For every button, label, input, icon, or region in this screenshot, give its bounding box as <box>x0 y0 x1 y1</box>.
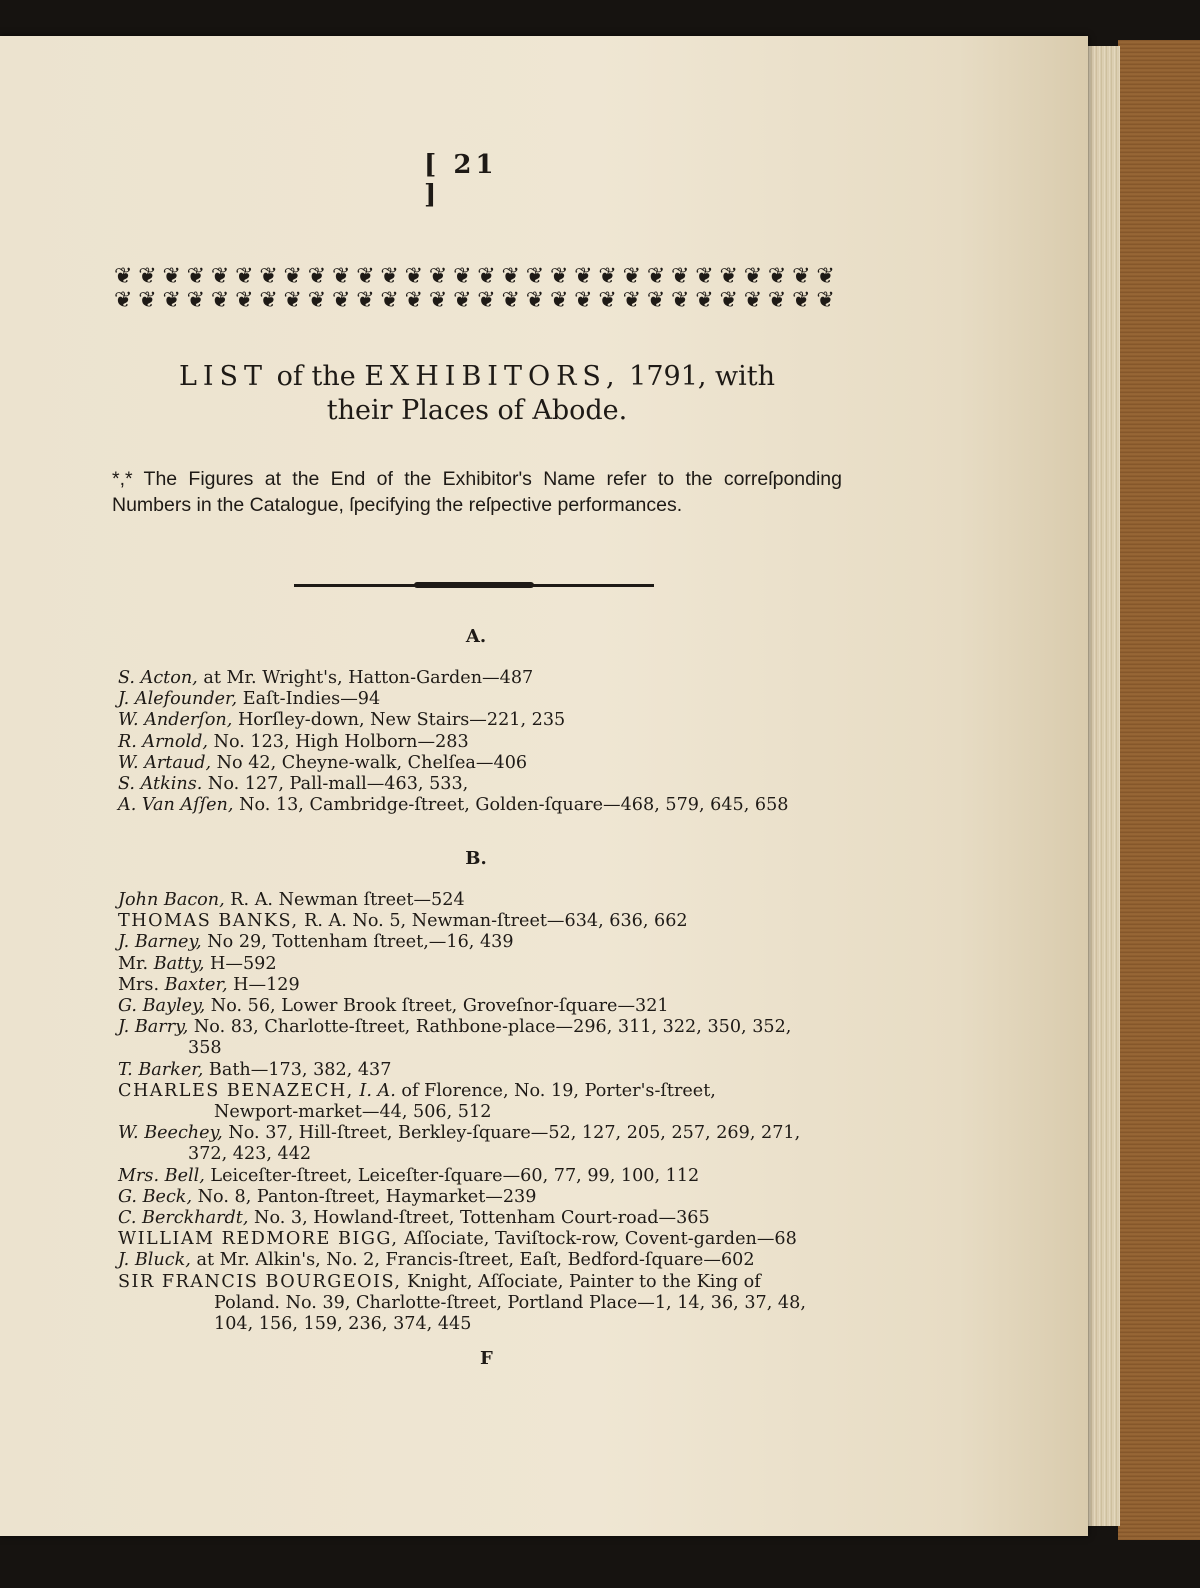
ornament-glyph: ❦ <box>235 288 253 313</box>
exhibitor-name: G. Beck, <box>118 1186 193 1207</box>
exhibitor-qualifier: I. A. <box>359 1080 396 1101</box>
exhibitor-name: SIR FRANCIS BOURGEOIS, <box>118 1271 402 1292</box>
exhibitor-details: Knight, Aſſociate, Painter to the King of <box>407 1271 761 1292</box>
title-word-year: 1791, with <box>629 361 776 392</box>
list-item <box>118 954 848 975</box>
section-heading-b: B. <box>465 848 487 869</box>
ornament-glyph: ❦ <box>210 288 229 313</box>
exhibitor-name: W. Beechey, <box>118 1123 223 1144</box>
list-item <box>118 1250 848 1271</box>
list-item <box>118 911 848 932</box>
ornament-glyph: ❦ <box>162 264 180 289</box>
ornament-glyph: ❦ <box>259 288 277 313</box>
ornament-glyph: ❦ <box>501 288 519 313</box>
exhibitor-name: J. Alefounder, <box>118 689 238 710</box>
ornament-glyph: ❦ <box>380 288 398 313</box>
exhibitor-details-continued: Poland. No. 39, Charlotte-ſtreet, Portland Place—1, 14, 36, 37, 48, <box>214 1292 806 1313</box>
exhibitor-details: Aſſociate, Taviſtock-row, Covent-garden—68 <box>404 1229 797 1250</box>
ornament-glyph: ❦ <box>598 288 616 313</box>
ornament-glyph: ❦ <box>259 264 277 289</box>
ornament-glyph: ❦ <box>404 264 423 289</box>
ornament-glyph: ❦ <box>574 264 592 289</box>
ornament-glyph: ❦ <box>719 288 737 313</box>
list-item <box>118 1166 848 1187</box>
ornament-glyph: ❦ <box>622 288 641 313</box>
decorative-rule <box>294 584 654 587</box>
exhibitor-details: No. 56, Lower Brook ſtreet, Groveſnor-ſquare—321 <box>210 996 669 1017</box>
exhibitor-details: No. 83, Charlotte-ſtreet, Rathbone-place—296, 311, 322, 350, 352, <box>193 1017 792 1038</box>
exhibitor-name: J. Barney, <box>118 932 202 953</box>
exhibitor-details: No 42, Cheyne-walk, Chelſea—406 <box>216 752 528 773</box>
list-item <box>118 996 848 1017</box>
ornament-glyph: ❦ <box>428 288 447 313</box>
exhibitor-name: THOMAS BANKS, <box>118 911 299 932</box>
exhibitor-name: A. Van Aſſen, <box>118 795 234 816</box>
exhibitor-details: Eaſt-Indies—94 <box>242 689 381 710</box>
ornament-glyph: ❦ <box>598 264 616 289</box>
exhibitor-name: W. Anderſon, <box>118 710 233 731</box>
ornament-glyph: ❦ <box>114 288 132 313</box>
ornament-glyph: ❦ <box>501 264 519 289</box>
ornament-glyph: ❦ <box>671 264 689 289</box>
list-item <box>118 932 848 953</box>
ornament-glyph: ❦ <box>477 288 495 313</box>
ornament-glyph: ❦ <box>695 288 713 313</box>
exhibitor-details: R. A. No. 5, Newman-ſtreet—634, 636, 662 <box>304 911 688 932</box>
exhibitor-name: WILLIAM REDMORE BIGG, <box>118 1229 399 1250</box>
exhibitor-details: No. 8, Panton-ſtreet, Haymarket—239 <box>197 1186 537 1207</box>
exhibitor-details: Bath—173, 382, 437 <box>208 1059 392 1080</box>
list-item <box>118 795 848 816</box>
ornament-glyph: ❦ <box>356 264 374 289</box>
exhibitor-name: Batty, <box>153 953 205 974</box>
exhibitor-details: No. 3, Howland-ſtreet, Tottenham Court-road—365 <box>254 1208 710 1229</box>
title-line-1 <box>112 360 842 394</box>
exhibitor-title: Mrs. <box>118 974 160 995</box>
ornament-glyph: ❦ <box>307 288 326 313</box>
ornament-glyph: ❦ <box>767 288 786 313</box>
ornament-glyph: ❦ <box>114 264 132 289</box>
title-word-of-the: of the <box>276 361 356 392</box>
ornament-glyph: ❦ <box>283 264 301 289</box>
exhibitor-details: No. 127, Pall-mall—463, 533, <box>207 774 469 795</box>
ornament-glyph: ❦ <box>549 288 568 313</box>
exhibitor-name: CHARLES BENAZECH, <box>118 1080 354 1101</box>
title-line-2: their Places of Abode. <box>326 395 628 426</box>
exhibitor-details: of Florence, No. 19, Porter's-ſtreet, <box>401 1080 716 1101</box>
ornament-glyph: ❦ <box>671 288 689 313</box>
ornament-glyph: ❦ <box>162 288 180 313</box>
exhibitor-name: T. Barker, <box>118 1059 204 1080</box>
exhibitor-name: J. Bluck, <box>118 1250 191 1271</box>
exhibitor-details: H—592 <box>210 953 277 974</box>
exhibitor-details: Leiceſter-ſtreet, Leiceſter-ſquare—60, 77, 99, 100, 112 <box>210 1165 700 1186</box>
exhibitor-details: at Mr. Wright's, Hatton-Garden—487 <box>203 668 534 688</box>
exhibitor-details: No. 37, Hill-ſtreet, Berkley-ſquare—52, 127, 205, 257, 269, 271, <box>228 1123 801 1144</box>
list-item <box>118 975 848 996</box>
exhibitor-name: C. Berckhardt, <box>118 1208 249 1229</box>
exhibitor-name: R. Arnold, <box>118 731 208 752</box>
list-item <box>118 1060 848 1081</box>
section-a-entries <box>118 668 848 816</box>
ornament-glyph: ❦ <box>138 288 156 313</box>
ornament-glyph: ❦ <box>695 264 713 289</box>
ornament-glyph: ❦ <box>477 264 495 289</box>
ornament-glyph: ❦ <box>816 264 834 289</box>
ornament-glyph: ❦ <box>792 264 810 289</box>
exhibitor-details-continued: 358 <box>188 1038 222 1059</box>
ornament-row-top <box>114 266 834 288</box>
catchword: F <box>480 1348 493 1369</box>
ornament-glyph: ❦ <box>646 288 665 313</box>
exhibitor-name: S. Acton, <box>118 668 198 688</box>
ornament-glyph: ❦ <box>525 264 544 289</box>
ornament-glyph: ❦ <box>283 288 301 313</box>
list-item <box>118 1081 848 1123</box>
ornament-glyph: ❦ <box>356 288 374 313</box>
exhibitor-name: S. Atkins. <box>118 774 203 795</box>
exhibitor-details: No 29, Tottenham ſtreet,—16, 439 <box>207 932 514 953</box>
ornament-glyph: ❦ <box>792 288 810 313</box>
ornament-glyph: ❦ <box>453 264 471 289</box>
ornament-glyph: ❦ <box>186 288 205 313</box>
list-item <box>118 1187 848 1208</box>
ornament-glyph: ❦ <box>525 288 544 313</box>
ornament-glyph: ❦ <box>138 264 156 289</box>
ornament-glyph: ❦ <box>380 264 398 289</box>
ornament-glyph: ❦ <box>767 264 786 289</box>
exhibitor-details-continued: 104, 156, 159, 236, 374, 445 <box>214 1314 472 1335</box>
section-heading-a: A. <box>465 626 487 647</box>
exhibitor-name: John Bacon, <box>118 890 225 910</box>
ornament-glyph: ❦ <box>331 264 350 289</box>
page-number: [ 21 ] <box>424 150 498 210</box>
book-cover-edge <box>1118 40 1200 1540</box>
ornament-glyph: ❦ <box>331 288 350 313</box>
exhibitor-details-continued: Newport-market—44, 506, 512 <box>214 1102 492 1123</box>
list-item <box>118 1229 848 1250</box>
ornament-glyph: ❦ <box>210 264 229 289</box>
exhibitor-name: Baxter, <box>164 974 228 995</box>
exhibitor-details-continued: 372, 423, 442 <box>188 1144 312 1165</box>
title-word-list: LIST <box>178 361 269 392</box>
decorative-ornament-band <box>114 266 834 314</box>
ornament-glyph: ❦ <box>743 264 762 289</box>
ornament-glyph: ❦ <box>816 288 834 313</box>
list-item <box>118 1017 848 1059</box>
list-item <box>118 710 848 731</box>
ornament-glyph: ❦ <box>646 264 665 289</box>
list-item <box>118 732 848 753</box>
exhibitor-name: Mrs. Bell, <box>118 1165 205 1186</box>
ornament-glyph: ❦ <box>453 288 471 313</box>
ornament-glyph: ❦ <box>719 264 737 289</box>
ornament-glyph: ❦ <box>622 264 641 289</box>
list-item <box>118 890 848 911</box>
list-item <box>118 774 848 795</box>
list-item <box>118 1272 848 1336</box>
ornament-glyph: ❦ <box>428 264 447 289</box>
list-item <box>118 689 848 710</box>
exhibitor-name: W. Artaud, <box>118 752 212 773</box>
ornament-row-bottom <box>114 290 834 312</box>
list-item <box>118 1208 848 1229</box>
list-item <box>118 668 848 689</box>
explanatory-note: *,* The Figures at the End of the Exhibitor's Name refer to the correſponding Numbers in the Catalogue, ſpecifying the reſpective performances. <box>112 468 842 516</box>
exhibitor-name: G. Bayley, <box>118 996 206 1017</box>
page-title <box>112 360 842 428</box>
exhibitor-details: H—129 <box>233 974 300 995</box>
ornament-glyph: ❦ <box>307 264 326 289</box>
title-word-exhibitors: EXHIBITORS, <box>364 361 621 392</box>
exhibitor-name: J. Barry, <box>118 1017 189 1038</box>
ornament-glyph: ❦ <box>186 264 205 289</box>
exhibitor-details: at Mr. Alkin's, No. 2, Francis-ſtreet, Eaſt, Bedford-ſquare—602 <box>196 1250 755 1271</box>
list-item <box>118 1123 848 1165</box>
exhibitor-title: Mr. <box>118 953 149 974</box>
ornament-glyph: ❦ <box>743 288 762 313</box>
exhibitor-details: No. 13, Cambridge-ſtreet, Golden-ſquare—468, 579, 645, 658 <box>239 795 789 816</box>
section-b-entries <box>118 890 848 1335</box>
exhibitor-details: Horſley-down, New Stairs—221, 235 <box>237 710 566 731</box>
ornament-glyph: ❦ <box>404 288 423 313</box>
ornament-glyph: ❦ <box>574 288 592 313</box>
list-item <box>118 753 848 774</box>
exhibitor-details: No. 123, High Holborn—283 <box>213 731 469 752</box>
exhibitor-details: R. A. Newman ſtreet—524 <box>230 890 465 910</box>
ornament-glyph: ❦ <box>549 264 568 289</box>
ornament-glyph: ❦ <box>235 264 253 289</box>
